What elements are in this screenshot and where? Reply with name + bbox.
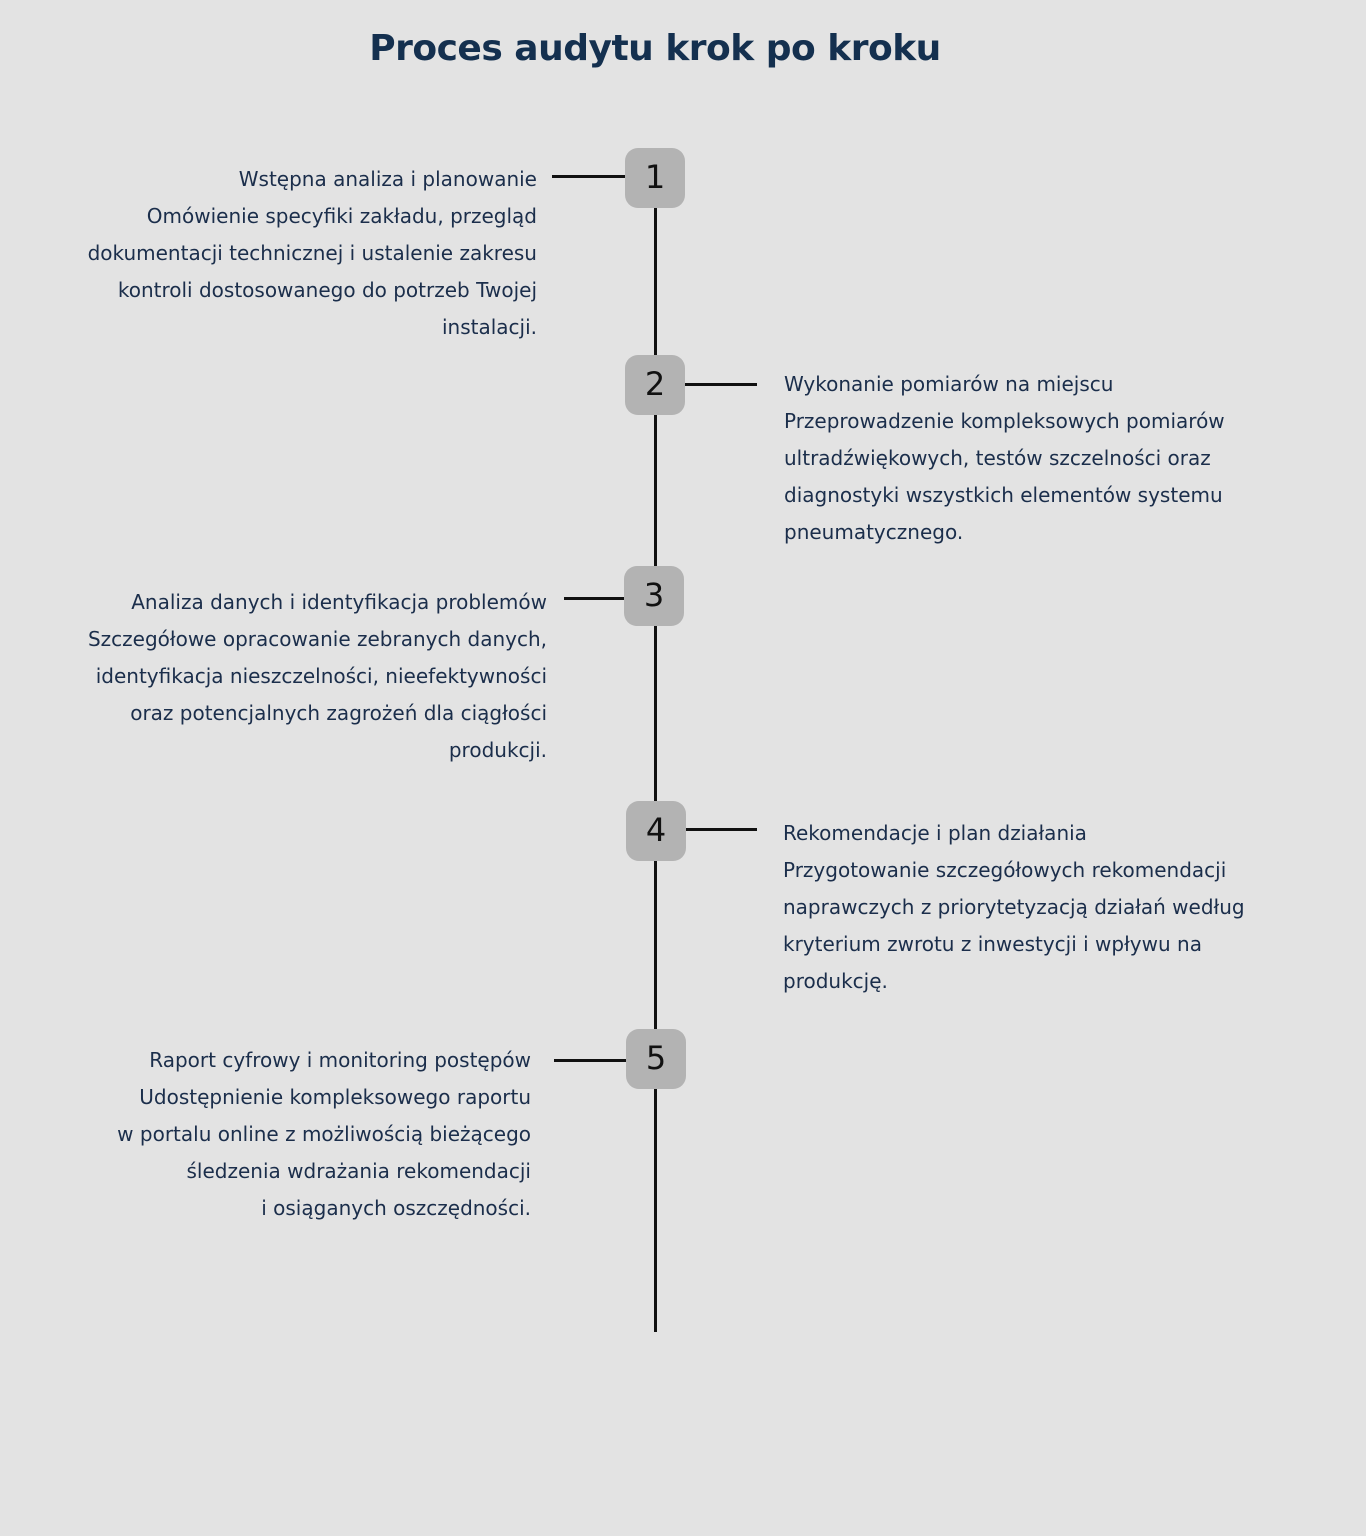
step-1-text [17, 161, 537, 346]
step-1-title: Wstępna analiza i planowanie [238, 167, 537, 191]
step-1-description: Omówienie specyfiki zakładu, przegląd dokumentacji technicznej i ustalenie zakresu kontroli dostosowanego do potrzeb Twojej instalacji. [87, 204, 537, 339]
step-3-title: Analiza danych i identyfikacja problemów [131, 590, 547, 614]
step-4-badge: 4 [626, 801, 686, 861]
timeline-line [654, 178, 657, 1332]
page-title: Proces audytu krok po kroku [369, 28, 941, 69]
step-3-connector [564, 597, 624, 600]
step-1-connector [552, 175, 625, 178]
step-3-description: Szczegółowe opracowanie zebranych danych, identyfikacja nieszczelności, nieefektywności oraz potencjalnych zagrożeń dla ciągłości produkcji. [87, 627, 547, 762]
step-2-title: Wykonanie pomiarów na miejscu [784, 372, 1114, 396]
step-2-badge: 2 [625, 355, 685, 415]
step-1-badge: 1 [625, 148, 685, 208]
step-2-text [784, 366, 1304, 551]
step-4-text [783, 815, 1323, 1000]
step-3-text [17, 584, 547, 769]
step-2-connector [685, 383, 757, 386]
step-2-description: Przeprowadzenie kompleksowych pomiarów ultradźwiękowych, testów szczelności oraz diagnostyki wszystkich elementów systemu pneumatycznego. [784, 409, 1225, 544]
step-5-badge: 5 [626, 1029, 686, 1089]
step-5-description: Udostępnienie kompleksowego raportu w portalu online z możliwością bieżącego śledzenia wdrażania rekomendacji i osiąganych oszczędności. [117, 1085, 531, 1220]
step-4-title: Rekomendacje i plan działania [783, 821, 1087, 845]
step-5-text [11, 1042, 531, 1227]
step-5-title: Raport cyfrowy i monitoring postępów [149, 1048, 531, 1072]
step-3-badge: 3 [624, 566, 684, 626]
step-4-description: Przygotowanie szczegółowych rekomendacji naprawczych z priorytetyzacją działań według kryterium zwrotu z inwestycji i wpływu na produkcję. [783, 858, 1245, 993]
step-5-connector [554, 1059, 626, 1062]
step-4-connector [686, 828, 757, 831]
